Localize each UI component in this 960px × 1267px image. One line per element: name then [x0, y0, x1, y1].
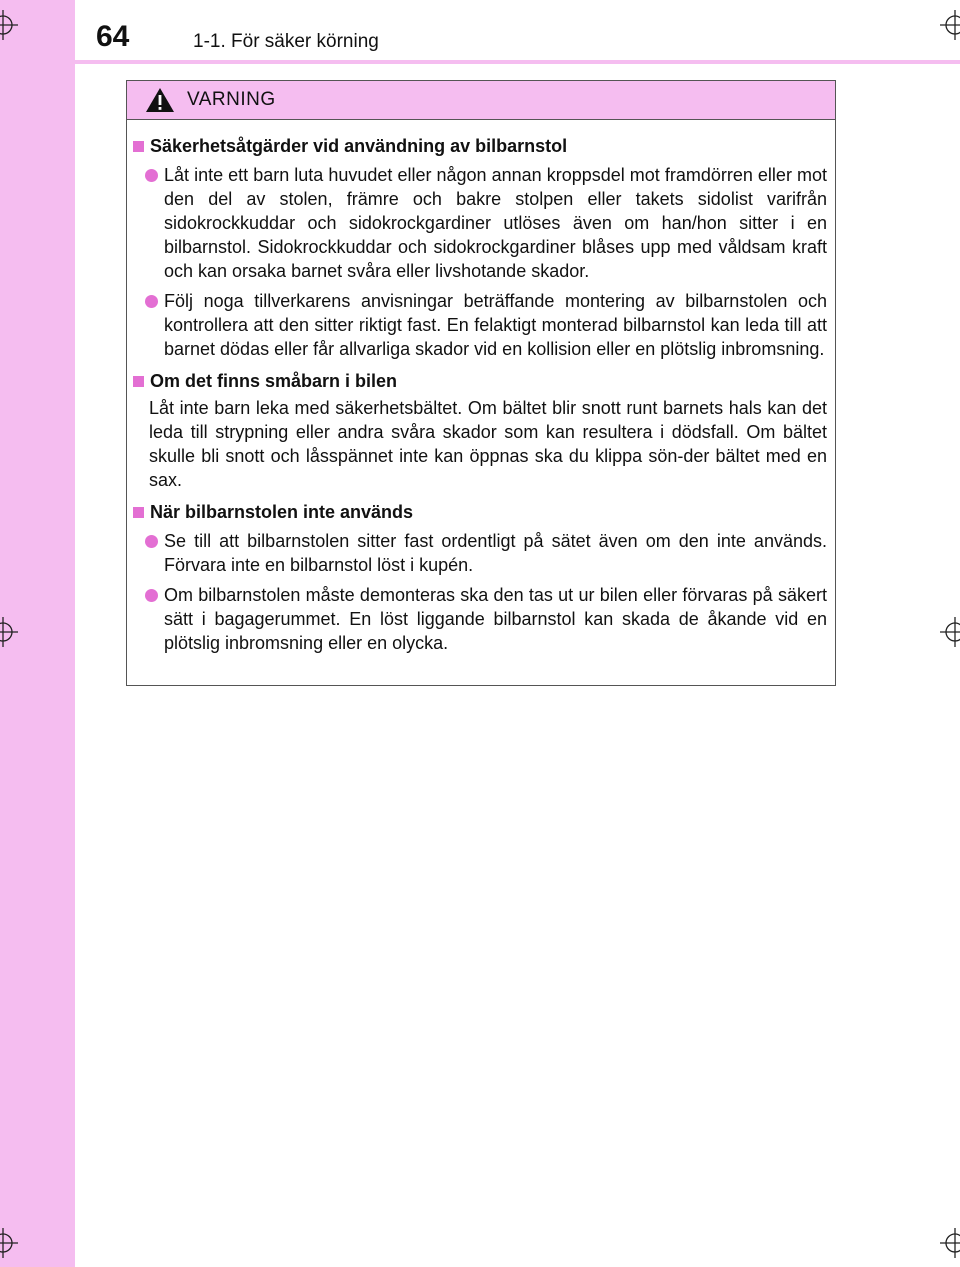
warning-header: [127, 81, 835, 120]
square-bullet-icon: [133, 507, 144, 518]
warning-title: VARNING: [187, 89, 276, 110]
list-item: [145, 289, 827, 361]
header-rule: [75, 60, 960, 64]
warning-box: [126, 80, 836, 686]
square-bullet-icon: [133, 376, 144, 387]
crop-mark-icon: [0, 10, 18, 40]
crop-mark-icon: [940, 10, 960, 40]
section-heading-text: Säkerhetsåtgärder vid användning av bilbarnstol: [150, 136, 568, 156]
crop-mark-icon: [940, 617, 960, 647]
section-heading-text: När bilbarnstolen inte används: [150, 502, 414, 522]
list-item: [145, 583, 827, 655]
list-item: [145, 163, 827, 283]
crop-mark-icon: [940, 1228, 960, 1258]
warning-triangle-icon: [145, 87, 175, 113]
square-bullet-icon: [133, 141, 144, 152]
list-item-text: Låt inte ett barn luta huvudet eller någon annan kroppsdel mot framdörren eller mot den del av stolen, främre och bakre stolpen eller takets sidolist varifrån sidokrockkuddar och sidokrockgardiner utlöses även om han/hon sitter i en bilbarnstol. Sidokrockkuddar och sidokrockgardiner blåses upp med våldsam kraft och kan orsaka barnet svåra eller livshotande skador.: [164, 165, 827, 281]
list-item-text: Se till att bilbarnstolen sitter fast ordentligt på sätet även om den inte används. Förvara inte en bilbarnstol löst i kupén.: [164, 531, 827, 575]
section-heading-text: Om det finns småbarn i bilen: [150, 371, 398, 391]
section-heading: [133, 134, 827, 159]
crop-mark-icon: [0, 1228, 18, 1258]
page-number: 64: [96, 20, 130, 53]
section-heading: [133, 500, 827, 525]
dot-bullet-icon: [145, 169, 158, 182]
warning-body: [127, 120, 835, 655]
dot-bullet-icon: [145, 535, 158, 548]
section-paragraph: Låt inte barn leka med säkerhetsbältet. Om bältet blir snott runt barnets hals kan det leda till strypning eller andra svåra skador som kan resultera i dödsfall. Om bältet skulle bli snott och låsspännet inte kan öppnas ska du klippa sön-der bältet med en sax.: [149, 398, 827, 490]
section-heading: [133, 369, 827, 394]
dot-bullet-icon: [145, 295, 158, 308]
dot-bullet-icon: [145, 589, 158, 602]
warning-section: [133, 369, 827, 492]
list-item-text: Följ noga tillverkarens anvisningar beträffande montering av bilbarnstolen och kontrollera att den sitter riktigt fast. En felaktigt monterad bilbarnstol kan leda till att barnet dödas eller får allvarliga skador vid en kollision eller en plötslig inbromsning.: [164, 291, 827, 359]
list-item-text: Om bilbarnstolen måste demonteras ska den tas ut ur bilen eller förvaras på säkert sätt i bagagerummet. En löst liggande bilbarnstol kan skada de åkande vid en plötslig inbromsning eller en olycka.: [164, 585, 827, 653]
warning-section: [133, 134, 827, 361]
section-title: 1-1. För säker körning: [193, 31, 379, 52]
warning-section: [133, 500, 827, 655]
crop-mark-icon: [0, 617, 18, 647]
list-item: [145, 529, 827, 577]
